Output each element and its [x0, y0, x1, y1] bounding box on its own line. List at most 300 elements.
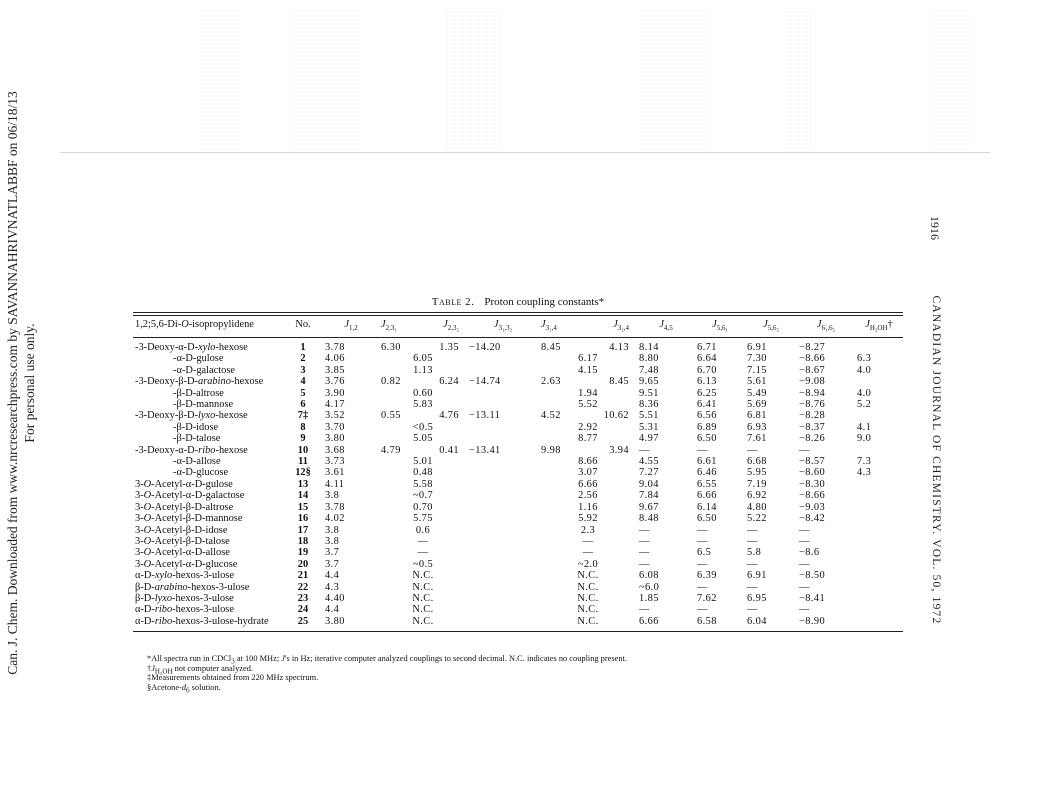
col-j562: $J_{5,6_2}$ [745, 313, 797, 338]
cell-j562: 6.95 [747, 592, 767, 604]
col-j6162: $J_{6_1,6_2}$ [797, 313, 855, 338]
cell-j12: 4.4 [325, 570, 340, 582]
cell-j34: — [582, 535, 594, 547]
cell-j562: 7.15 [747, 364, 767, 376]
cell-j562: 5.49 [747, 387, 767, 399]
cell-j23: 5.58 [413, 478, 433, 490]
cell-no: 14 [297, 490, 309, 502]
cell-j23: 1.13 [413, 364, 433, 376]
cell-j6162: −8.41 [799, 592, 826, 604]
cell-j6162: −8.67 [799, 364, 826, 376]
cell-compound: β-D-lyxo-hexos-3-ulose [135, 592, 234, 604]
cell-j3132 [467, 502, 539, 513]
col-j34: $J_{3_1,4}$ $J_{3_2,4}$ [539, 313, 637, 338]
cell-compound: 3-O-Acetyl-β-D-idose [135, 524, 228, 536]
cell-j45: 9.04 [639, 478, 659, 490]
cell-j6162: −8.37 [799, 421, 826, 433]
cell-no: 19 [297, 547, 309, 559]
cell-compound: α-D-ribo-hexos-3-ulose [135, 604, 234, 616]
cell-j3132 [467, 456, 539, 467]
cell-compound: -α-D-gulose [173, 353, 224, 365]
cell-jh2oh: 4.0 [857, 364, 872, 376]
cell-j23: 5.05 [413, 433, 433, 445]
cell-j12: 3.90 [325, 387, 345, 399]
table-row [133, 388, 903, 399]
cell-compound: 3-O-Acetyl-α-D-galactose [135, 490, 245, 502]
scan-speckle [445, 10, 500, 150]
cell-j45: 8.36 [639, 399, 659, 411]
cell-compound: 3-O-Acetyl-β-D-talose [135, 535, 230, 547]
cell-jh2oh: 4.0 [857, 387, 872, 399]
cell-j34-b: 8.45 [609, 376, 629, 388]
cell-j561: — [697, 604, 708, 616]
cell-no: 6 [300, 399, 306, 411]
cell-j34 [539, 410, 637, 421]
download-watermark [4, 83, 40, 683]
table-row [133, 525, 903, 536]
cell-j562: — [747, 558, 758, 570]
cell-j12: 4.17 [325, 399, 345, 411]
cell-j23: N.C. [412, 570, 434, 582]
cell-j23-a: 0.82 [381, 376, 401, 388]
cell-j6162: — [799, 535, 810, 547]
cell-j45: — [639, 444, 650, 456]
cell-j3132 [467, 365, 539, 376]
cell-compound: 3-O-Acetyl-α-D-allose [135, 547, 230, 559]
cell-jh2oh [855, 604, 903, 615]
cell-j45: 9.65 [639, 376, 659, 388]
cell-j6162: −8.66 [799, 490, 826, 502]
cell-j12: 3.73 [325, 456, 345, 468]
cell-jh2oh [855, 593, 903, 604]
cell-no: 23 [297, 592, 309, 604]
cell-j3132 [467, 399, 539, 410]
cell-j3132 [467, 547, 539, 558]
cell-j562: — [747, 604, 758, 616]
cell-no: 11 [298, 456, 308, 468]
cell-j45: ~6.0 [639, 581, 660, 593]
cell-j34-a: 9.98 [541, 444, 561, 456]
cell-j3132 [467, 353, 539, 364]
cell-no: 1 [300, 342, 306, 353]
cell-j12: 3.80 [323, 616, 379, 632]
cell-j45: 7.84 [639, 490, 659, 502]
cell-j34: 2.3 [580, 524, 596, 536]
cell-j562: 4.80 [747, 501, 767, 513]
cell-jh2oh [855, 479, 903, 490]
cell-j23 [379, 338, 467, 354]
cell-j23: 0.6 [415, 524, 431, 536]
cell-j561: 6.89 [697, 421, 717, 433]
cell-j12: 4.02 [325, 513, 345, 525]
cell-jh2oh [855, 502, 903, 513]
cell-j562: 7.30 [747, 353, 767, 365]
cell-j561: — [697, 524, 708, 536]
cell-j562: 5.8 [747, 547, 762, 559]
cell-j561: 6.71 [697, 342, 717, 353]
cell-j23: 0.70 [413, 501, 433, 513]
cell-j34-b: 3.94 [609, 444, 629, 456]
table-caption: Proton coupling constants* [484, 296, 605, 308]
coupling-constants-table [133, 312, 903, 632]
cell-j3132 [467, 513, 539, 524]
cell-j34 [539, 338, 637, 354]
cell-j45: 6.08 [639, 570, 659, 582]
cell-j562: 6.91 [747, 570, 767, 582]
cell-j12: 4.40 [325, 592, 345, 604]
cell-j6162: −8.57 [799, 456, 826, 468]
cell-j561: 6.14 [697, 501, 717, 513]
cell-compound: 3-O-Acetyl-α-D-gulose [135, 478, 233, 490]
cell-j23 [379, 410, 467, 421]
cell-j3132: −14.74 [469, 376, 501, 388]
cell-j34 [539, 445, 637, 456]
cell-j23: ~0.7 [412, 490, 434, 502]
cell-j34: 2.56 [578, 490, 598, 502]
cell-j45: 8.14 [639, 342, 659, 353]
cell-j45: — [639, 535, 650, 547]
table-row [133, 616, 903, 632]
col-j12: $J_{1,2}$ [323, 313, 379, 338]
cell-j12: 4.06 [325, 353, 345, 365]
cell-no: 21 [297, 570, 309, 582]
cell-j6162: −8.76 [799, 399, 826, 411]
scan-speckle [290, 10, 360, 150]
cell-no: 10 [297, 444, 309, 456]
cell-j23 [379, 376, 467, 387]
cell-compound: -β-D-altrose [173, 387, 224, 399]
cell-j23: 5.75 [413, 513, 433, 525]
cell-j45: 5.51 [639, 410, 659, 422]
scan-speckle [930, 10, 970, 150]
cell-j562: 5.69 [747, 399, 767, 411]
table-row [133, 604, 903, 615]
cell-j6162: — [799, 581, 810, 593]
cell-j34-a: 8.45 [541, 342, 561, 353]
col-j23: $J_{2,3_1}$ $J_{2,3_2}$ [379, 313, 467, 338]
cell-no: 18 [297, 535, 309, 547]
table-row [133, 570, 903, 581]
table-row [133, 559, 903, 570]
cell-j12: 3.85 [325, 364, 345, 376]
table-row [133, 536, 903, 547]
running-header: CANADIAN JOURNAL OF CHEMISTRY. VOL. 50, 1972 [930, 295, 942, 625]
cell-j561: 6.41 [697, 399, 717, 411]
cell-j23: N.C. [412, 604, 434, 616]
cell-j562: — [747, 535, 758, 547]
cell-j6162: −8.60 [799, 467, 826, 479]
cell-no: 8 [300, 421, 306, 433]
cell-j3132 [467, 570, 539, 581]
cell-j45: 6.66 [637, 616, 695, 632]
col-compound: 1,2;5,6-Di-O-isopropylidene [133, 313, 283, 338]
cell-j34: 8.66 [578, 456, 598, 468]
table-title [133, 296, 903, 308]
cell-compound: -β-D-talose [173, 433, 221, 445]
cell-j561: 6.70 [697, 364, 717, 376]
cell-no: 16 [297, 513, 309, 525]
cell-j561: — [697, 581, 708, 593]
footnote-double-dagger: ‡Measurements obtained from 220 MHz spectrum. [147, 673, 319, 683]
cell-compound: -β-D-idose [173, 421, 219, 433]
cell-j561: 6.66 [697, 490, 717, 502]
cell-j12: 3.78 [325, 501, 345, 513]
cell-j561: 6.39 [697, 570, 717, 582]
cell-j3132 [467, 582, 539, 593]
table-row [133, 365, 903, 376]
cell-j561: 6.55 [697, 478, 717, 490]
cell-no: 5 [300, 387, 306, 399]
cell-j34: 1.94 [578, 387, 598, 399]
cell-j23: <0.5 [412, 421, 434, 433]
cell-j12: 3.68 [325, 444, 345, 456]
table-row [133, 513, 903, 524]
cell-j45: 8.48 [639, 513, 659, 525]
cell-jh2oh [855, 582, 903, 593]
cell-j34: ~2.0 [577, 558, 599, 570]
cell-j23-a: 4.79 [381, 444, 401, 456]
cell-compound: α-D-xylo-hexos-3-ulose [135, 570, 234, 582]
scan-speckle [785, 10, 815, 150]
table-row [133, 353, 903, 364]
cell-j12: 4.4 [325, 604, 340, 616]
scan-edge-line [60, 152, 990, 153]
cell-j45: 7.48 [639, 364, 659, 376]
cell-j12: 3.7 [325, 547, 340, 559]
cell-j3132 [467, 479, 539, 490]
cell-j12: 3.76 [325, 376, 345, 388]
table-row [133, 433, 903, 444]
cell-jh2oh [855, 559, 903, 570]
cell-j34 [539, 376, 637, 387]
cell-j562: 6.68 [747, 456, 767, 468]
scan-speckle [640, 10, 710, 150]
cell-j6162: −8.42 [799, 513, 826, 525]
cell-j23: 6.05 [413, 353, 433, 365]
table-row [133, 338, 903, 354]
table-body [133, 338, 903, 632]
cell-compound: -3-Deoxy-α-D-ribo-hexose [135, 444, 248, 456]
cell-j45: 9.51 [639, 387, 659, 399]
cell-j45: — [639, 558, 650, 570]
table-label: Table 2. [431, 296, 475, 308]
cell-no: 3 [300, 364, 306, 376]
cell-j562: 5.61 [747, 376, 767, 388]
cell-j23: N.C. [412, 581, 434, 593]
col-j3132: $J_{3_1,3_2}$ [467, 313, 539, 338]
cell-compound: -3-Deoxy-β-D-arabino-hexose [135, 376, 264, 388]
cell-j12: 4.11 [325, 478, 345, 490]
cell-jh2oh [855, 536, 903, 547]
cell-jh2oh: 4.1 [857, 421, 872, 433]
cell-j561: 6.50 [697, 513, 717, 525]
cell-j34: N.C. [577, 604, 599, 616]
cell-jh2oh: 6.3 [857, 353, 872, 365]
cell-j561: 6.50 [697, 433, 717, 445]
table-row [133, 467, 903, 478]
cell-j34: 6.66 [578, 478, 598, 490]
cell-j23-a: 0.55 [381, 410, 401, 422]
cell-jh2oh [855, 410, 903, 421]
table-row [133, 547, 903, 558]
scan-speckle [200, 10, 240, 150]
cell-j562: 5.95 [747, 467, 767, 479]
cell-j561: — [697, 535, 708, 547]
cell-jh2oh [855, 570, 903, 581]
table-row [133, 376, 903, 387]
table-row [133, 399, 903, 410]
cell-j3132 [467, 593, 539, 604]
cell-jh2oh [855, 513, 903, 524]
cell-j34: 2.92 [578, 421, 598, 433]
cell-no: 17 [297, 524, 309, 536]
cell-jh2oh: 5.2 [857, 399, 872, 411]
cell-j23: 5.01 [413, 456, 433, 468]
table-row [133, 456, 903, 467]
cell-j561: 6.46 [697, 467, 717, 479]
table-footnotes [147, 654, 907, 695]
cell-j6162: −8.94 [799, 387, 826, 399]
cell-compound: 3-O-Acetyl-β-D-mannose [135, 513, 243, 525]
cell-j6162: −9.03 [799, 501, 826, 513]
cell-j12: 3.8 [325, 535, 340, 547]
cell-j23: 0.48 [413, 467, 433, 479]
cell-j34-b: 10.62 [603, 410, 629, 422]
cell-j34: 3.07 [578, 467, 598, 479]
cell-no: 25 [283, 616, 323, 632]
cell-j45: — [639, 604, 650, 616]
cell-jh2oh: 7.3 [857, 456, 872, 468]
cell-compound: -3-Deoxy-β-D-lyxo-hexose [135, 410, 248, 422]
cell-jh2oh [855, 490, 903, 501]
cell-j561: 6.61 [697, 456, 717, 468]
cell-compound: 3-O-Acetyl-β-D-altrose [135, 501, 234, 513]
cell-j562: 5.22 [747, 513, 767, 525]
cell-no: 13 [297, 478, 309, 490]
cell-jh2oh [855, 547, 903, 558]
cell-j12: 3.8 [325, 490, 340, 502]
col-no: No. [283, 313, 323, 338]
footnote-dagger: $\dagger J_{H_2OH}$ not computer analyzed. [147, 663, 253, 676]
table-row [133, 445, 903, 456]
cell-j23-b: 4.76 [439, 410, 459, 422]
table-row [133, 410, 903, 421]
cell-j3132: −13.41 [469, 444, 501, 456]
cell-j3132 [467, 388, 539, 399]
cell-j3132 [467, 433, 539, 444]
cell-j34: 5.52 [578, 399, 598, 411]
cell-jh2oh [855, 525, 903, 536]
cell-j23: N.C. [412, 592, 434, 604]
cell-j23: ~0.5 [412, 558, 434, 570]
cell-no: 24 [297, 604, 309, 616]
table-row [133, 593, 903, 604]
cell-j6162: −8.27 [799, 342, 826, 353]
cell-j45: 8.80 [639, 353, 659, 365]
col-j561: $J_{5,6_1}$ [695, 313, 745, 338]
cell-j561: 6.25 [697, 387, 717, 399]
cell-j45: 7.27 [639, 467, 659, 479]
cell-j45: 9.67 [639, 501, 659, 513]
cell-jh2oh: 9.0 [857, 433, 872, 445]
cell-j23: 5.83 [413, 399, 433, 411]
cell-jh2oh [855, 445, 903, 456]
cell-j561: 7.62 [697, 592, 717, 604]
cell-j45: 1.85 [639, 592, 659, 604]
cell-j45: — [639, 547, 650, 559]
table-row [133, 490, 903, 501]
footnote-general: *All spectra run in CDCl$_3$ at 100 MHz; J's in Hz; iterative computer analyzed couplings to second decimal. N.C. indicates no coupling present. [147, 654, 627, 666]
cell-j23: N.C. [379, 616, 467, 632]
cell-j3132 [467, 467, 539, 478]
cell-j12: 3.80 [325, 433, 345, 445]
table-row [133, 502, 903, 513]
cell-j23: — [417, 535, 429, 547]
cell-j34: 4.15 [578, 364, 598, 376]
cell-j6162: −8.90 [797, 616, 855, 632]
watermark-line-1: Can. J. Chem. Downloaded from www.nrcresearchpress.com by SAVANNAHRIVNATLABBF on 06/18/13 [5, 91, 20, 675]
cell-j34: N.C. [577, 570, 599, 582]
cell-j12: 3.8 [325, 524, 340, 536]
cell-j34-a: 2.63 [541, 376, 561, 388]
table-row [133, 422, 903, 433]
cell-no: 22 [297, 581, 309, 593]
cell-j562: 6.04 [745, 616, 797, 632]
cell-compound: α-D-ribo-hexos-3-ulose-hydrate [133, 616, 283, 632]
cell-j561: 6.5 [697, 547, 712, 559]
cell-compound: -β-D-mannose [173, 399, 234, 411]
cell-j6162: — [799, 524, 810, 536]
cell-j12: 3.78 [325, 342, 345, 353]
cell-j561: 6.58 [695, 616, 745, 632]
cell-j34: 1.16 [578, 501, 598, 513]
cell-j3132 [467, 616, 539, 632]
cell-no: 20 [297, 558, 309, 570]
cell-no: 12§ [295, 467, 311, 479]
cell-no: 2 [300, 353, 306, 365]
cell-j6162: — [799, 444, 810, 456]
cell-jh2oh [855, 338, 903, 354]
cell-j12: 3.61 [325, 467, 345, 479]
col-jh2oh: $J_{H_2OH}\dagger$ [855, 313, 903, 338]
cell-j23: 0.60 [413, 387, 433, 399]
table-row [133, 479, 903, 490]
cell-compound: -α-D-galactose [173, 364, 235, 376]
cell-j34: N.C. [539, 616, 637, 632]
table-row [133, 582, 903, 593]
cell-j562: 6.92 [747, 490, 767, 502]
cell-j6162: −8.6 [799, 547, 820, 559]
cell-j34-a: 4.52 [541, 410, 561, 422]
cell-j562: — [747, 581, 758, 593]
footnote-section: $\S Acetone-d_6$ solution. [147, 682, 221, 695]
cell-j23 [379, 445, 467, 456]
cell-j34: 8.77 [578, 433, 598, 445]
cell-jh2oh [855, 616, 903, 632]
cell-j562: — [747, 524, 758, 536]
cell-j6162: −8.50 [799, 570, 826, 582]
cell-compound: -α-D-allose [173, 456, 221, 468]
cell-j6162: −8.26 [799, 433, 826, 445]
cell-j34: 6.17 [578, 353, 598, 365]
cell-jh2oh: 4.3 [857, 467, 872, 479]
cell-j562: 7.19 [747, 478, 767, 490]
cell-j34: N.C. [577, 581, 599, 593]
cell-j3132 [467, 422, 539, 433]
cell-j23-b: 0.41 [439, 444, 459, 456]
watermark-line-2: For personal use only. [22, 323, 37, 443]
cell-compound: 3-O-Acetyl-α-D-glucose [135, 558, 238, 570]
